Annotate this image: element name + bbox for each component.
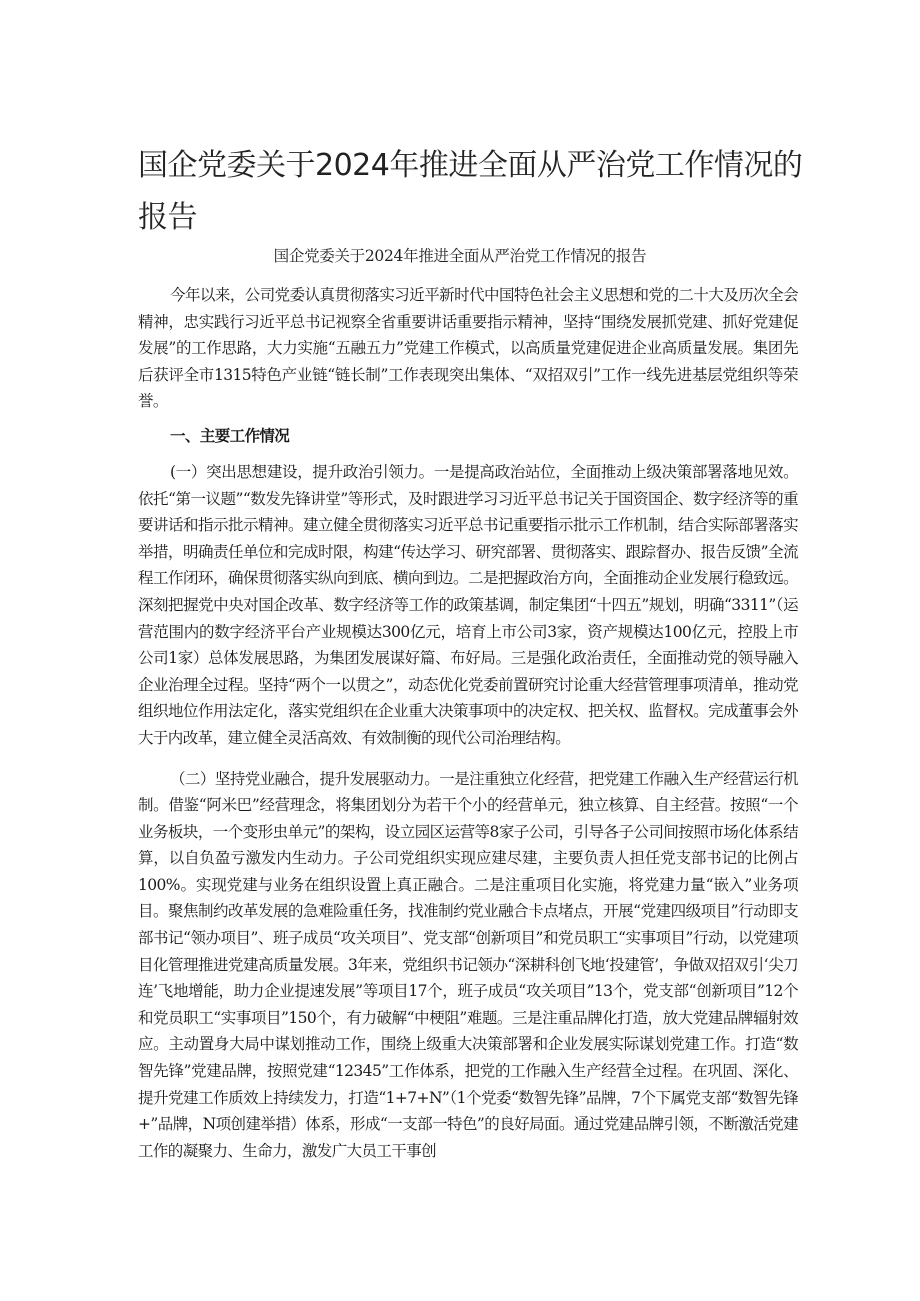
document-body [138, 282, 798, 1164]
title-line-2: 报告 [138, 200, 197, 235]
paragraph-1: (一）突出思想建设，提升政治引领力。一是提高政治站位，全面推动上级决策部署落地见效。依托“第一议题”“数发先锋讲堂”等形式，及时跟进学习习近平总书记关于国资国企、数字经济等的重要讲话和指示批示精神。建立健全贯彻落实习近平总书记重要指示批示工作机制，结合实际部署落实举措，明确责任单位和完成时限，构建“传达学习、研究部署、贯彻落实、跟踪督办、报告反馈”全流程工作闭环，确保贯彻落实纵向到底、横向到边。二是把握政治方向，全面推动企业发展行稳致远。深刻把握党中央对国企改革、数字经济等工作的政策基调，制定集团“十四五”规划，明确“3311”（运营范围内的数字经济平台产业规模达300亿元，培育上市公司3家，资产规模达100亿元，控股上市公司1家）总体发展思路，为集团发展谋好篇、布好局。三是强化政治责任，全面推动党的领导融入企业治理全过程。坚持“两个一以贯之”，动态优化党委前置研究讨论重大经营管理事项清单，推动党组织地位作用法定化，落实党组织在企业重大决策事项中的决定权、把关权、监督权。完成董事会外大于内改革，建立健全灵活高效、有效制衡的现代公司治理结构。 [138, 462, 798, 747]
section-heading: 一、主要工作情况 [170, 426, 290, 445]
document-title [138, 140, 803, 244]
document-subtitle: 国企党委关于2024年推进全面从严治党工作情况的报告 [273, 247, 647, 265]
title-line-1: 国企党委关于2024年推进全面从严治党工作情况的 [138, 148, 803, 183]
paragraph-2: （二）坚持党业融合，提升发展驱动力。一是注重独立化经营，把党建工作融入生产经营运行机制。借鉴“阿米巴”经营理念，将集团划分为若干个小的经营单元，独立核算、自主经营。按照“一个业务板块，一个变形虫单元”的架构，设立园区运营等8家子公司，引导各子公司间按照市场化体系结算，以自负盈亏激发内生动力。子公司党组织实现应建尽建，主要负责人担任党支部书记的比例占100%。实现党建与业务在组织设置上真正融合。二是注重项目化实施，将党建力量“嵌入”业务项目。聚焦制约改革发展的急难险重任务，找准制约党业融合卡点堵点，开展“党建四级项目”行动即支部书记“领办项目”、班子成员“攻关项目”、党支部“创新项目”和党员职工“实事项目”行动，以党建项目化管理推进党建高质量发展。3年来，党组织书记领办“深耕科创飞地‘投建管’，争做双招双引‘尖刀连’飞地增能，助力企业提速发展”等项目17个，班子成员“攻关项目”13个，党支部“创新项目”12个和党员职工“实事项目”150个，有力破解“中梗阻”难题。三是注重品牌化打造，放大党建品牌辐射效应。主动置身大局中谋划推动工作，围绕上级重大决策部署和企业发展实际谋划党建工作。打造“数智先锋”党建品牌，按照党建“12345”工作体系，把党的工作融入生产经营全过程。在巩固、深化、提升党建工作质效上持续发力，打造“1+7+N”（1个党委“数智先锋”品牌，7个下属党支部“数智先锋+”品牌，N项创建举措）体系，形成“一支部一特色”的良好局面。通过党建品牌引领，不断激活党建工作的凝聚力、生命力，激发广大员工干事创 [138, 769, 798, 1160]
intro-paragraph: 今年以来，公司党委认真贯彻落实习近平新时代中国特色社会主义思想和党的二十大及历次全会精神，忠实践行习近平总书记视察全省重要讲话重要指示精神，坚持“围绕发展抓党建、抓好党建促发展”的工作思路，大力实施“五融五力”党建工作模式，以高质量党建促进企业高质量发展。集团先后获评全市1315特色产业链“链长制”工作表现突出集体、“双招双引”工作一线先进基层党组织等荣誉。 [138, 286, 798, 411]
